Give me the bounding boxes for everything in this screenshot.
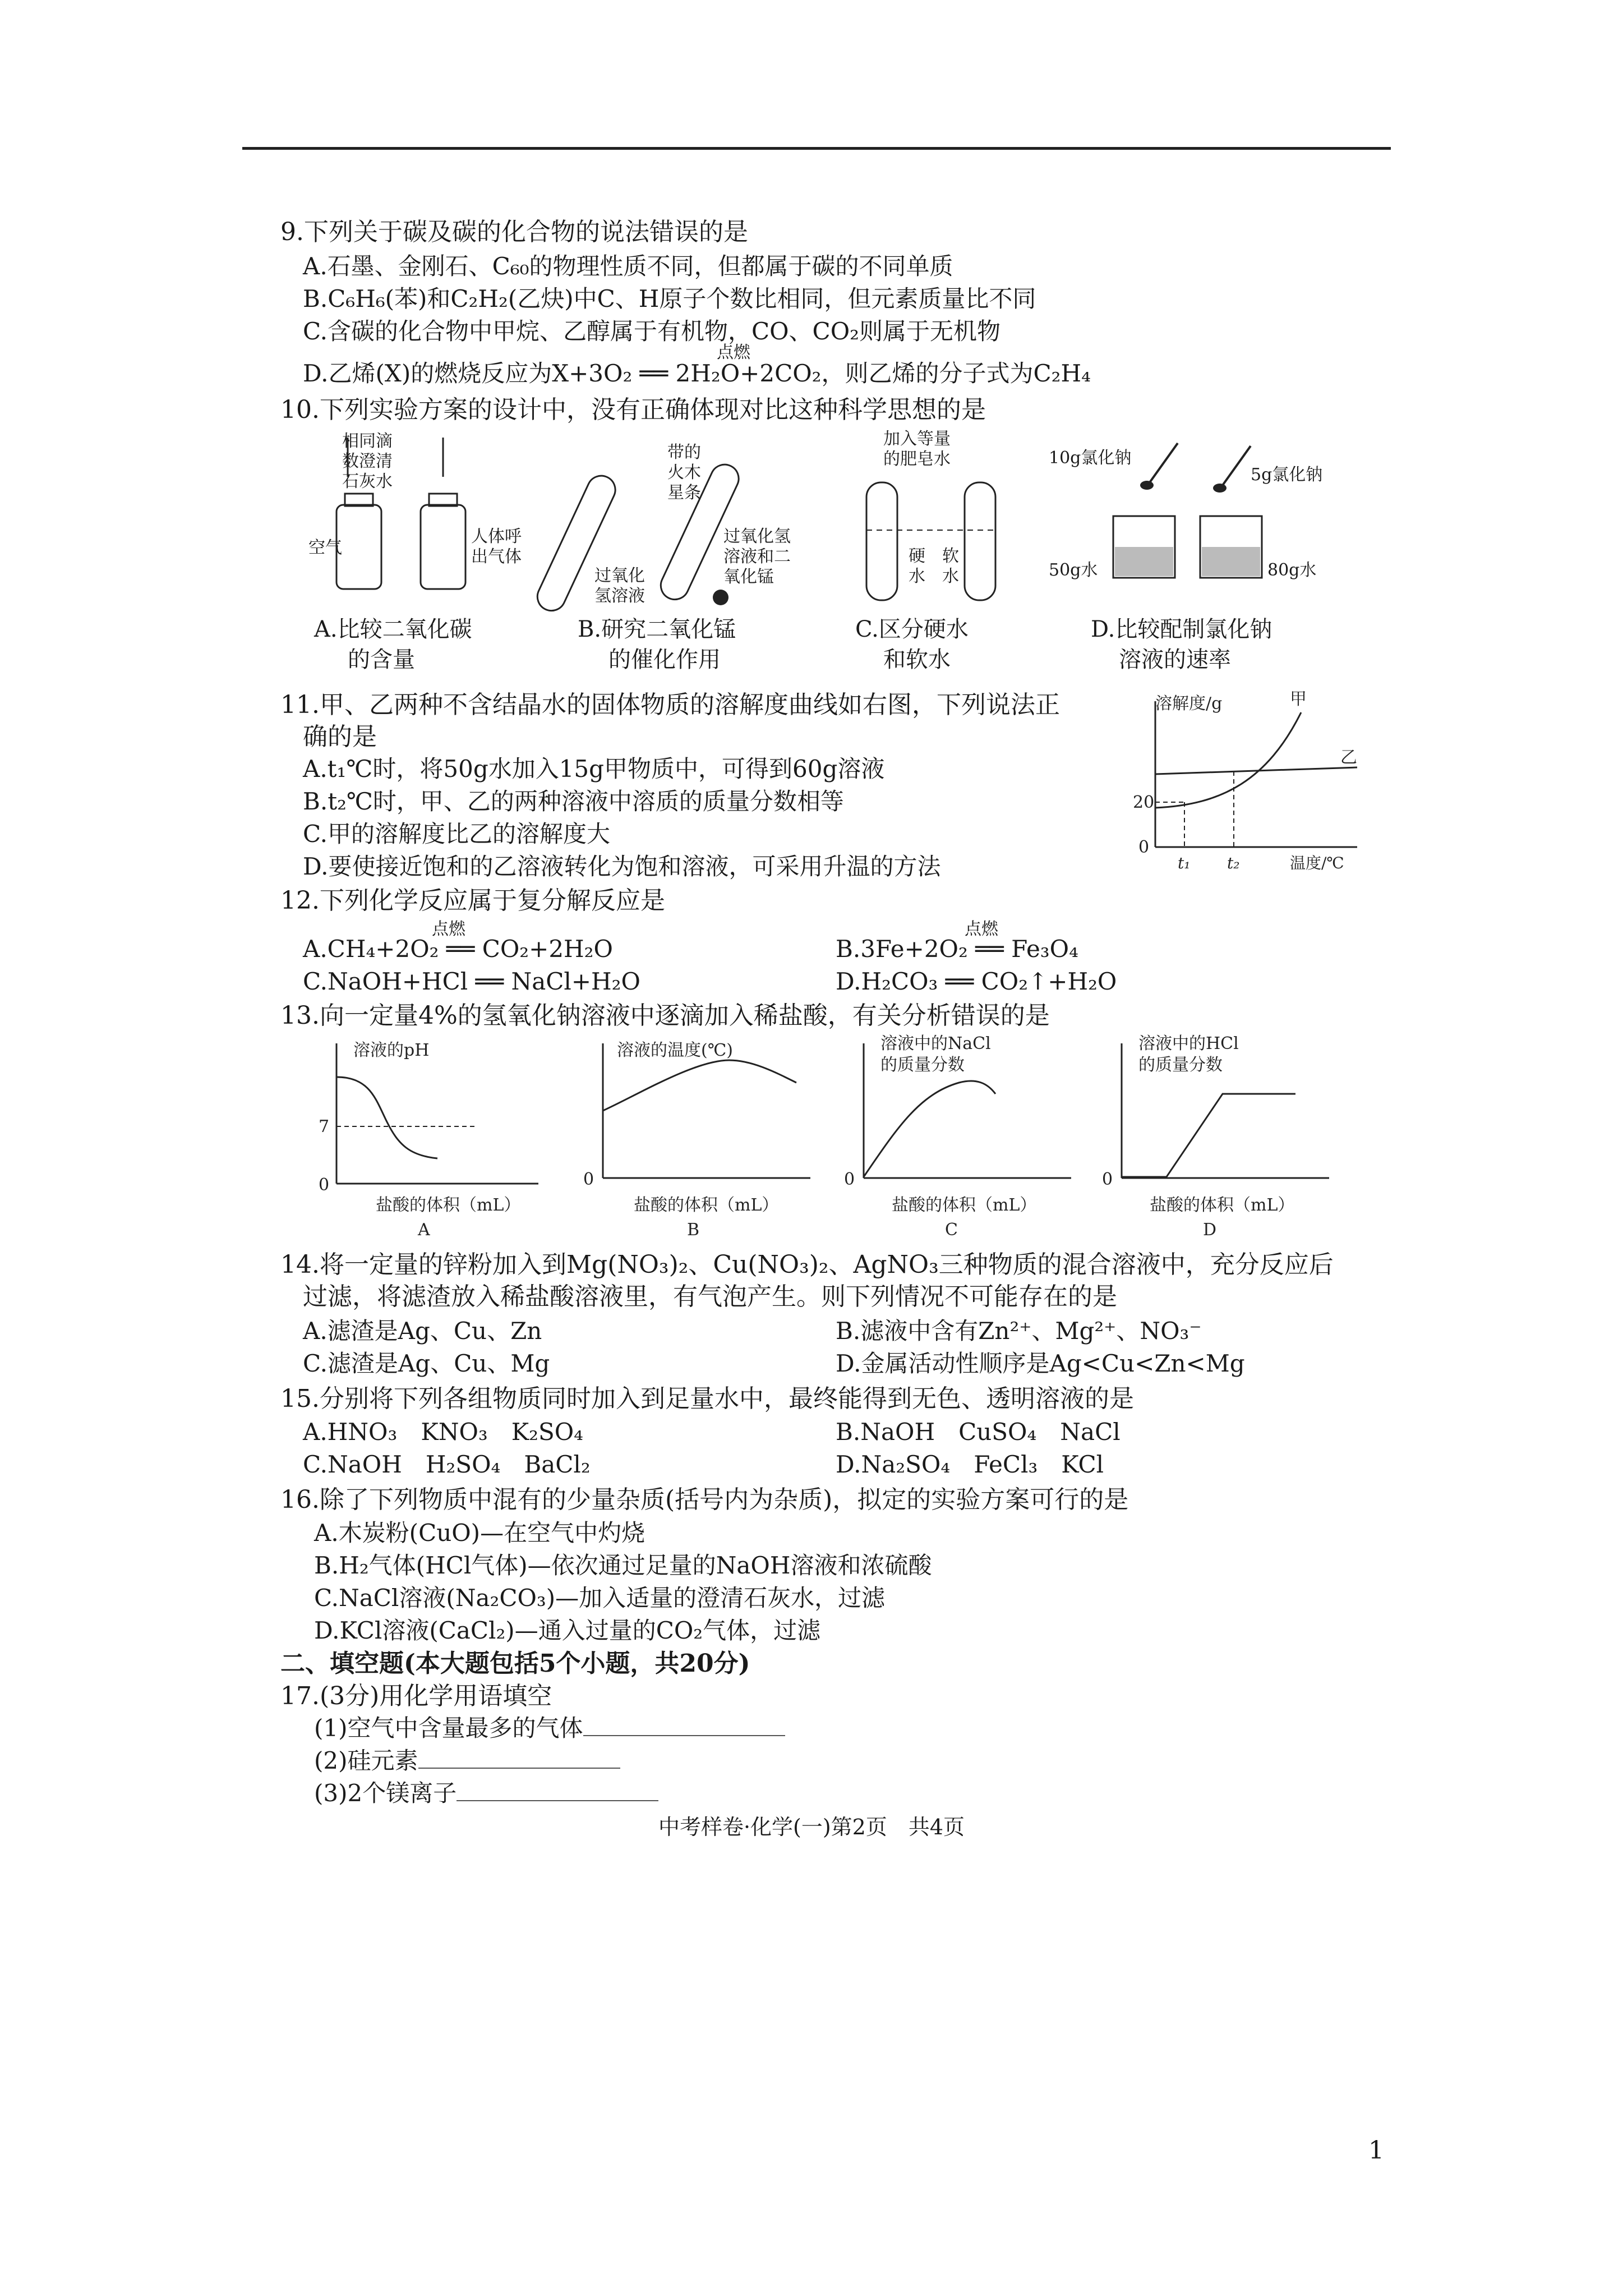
q13-d-ylabel-1: 溶液中的HCl <box>1138 1034 1239 1053</box>
q14-stem-2: 过滤，将滤渣放入稀盐酸溶液里，有气泡产生。则下列情况不可能存在的是 <box>303 1282 1117 1311</box>
q10-d-label-2: 5g氯化钠 <box>1251 465 1323 485</box>
q15-option-b: B.NaOH CuSO₄ NaCl <box>836 1418 1121 1446</box>
q11-origin: 0 <box>1138 838 1150 857</box>
q13-c-origin: 0 <box>844 1170 855 1189</box>
q10-c-label-6: 水 <box>942 567 959 586</box>
q13-d-ylabel-2: 的质量分数 <box>1138 1055 1223 1075</box>
q13-b-letter: B <box>687 1220 700 1240</box>
q10-d-label-3: 50g水 <box>1049 560 1098 580</box>
q11-t2: t₂ <box>1227 854 1240 872</box>
q13-graph-b <box>583 1041 810 1240</box>
q16-option-a: A.木炭粉(CuO)—在空气中灼烧 <box>314 1519 645 1547</box>
q13-a-ylabel: 溶液的pH <box>353 1041 430 1060</box>
q10-a-caption-1: A.比较二氧化碳 <box>314 616 472 642</box>
q9-stem: 9.下列关于碳及碳的化合物的说法错误的是 <box>280 218 748 246</box>
q10-a-label-2: 数澄清 <box>342 452 393 471</box>
q10-a-caption-2: 的含量 <box>348 647 415 673</box>
q10-b-caption-2: 的催化作用 <box>608 647 721 673</box>
q10-c-label-4: 水 <box>909 567 925 586</box>
q10-b-caption-1: B.研究二氧化锰 <box>578 616 736 642</box>
q17-part-1 <box>314 1713 785 1744</box>
q13-d-letter: D <box>1203 1220 1217 1240</box>
q11-ylabel: 溶解度/g <box>1155 694 1223 714</box>
q12-option-c: C.NaOH+HCl ══ NaCl+H₂O <box>303 968 640 995</box>
q11-solubility-graph <box>1122 690 1374 875</box>
q10-a-label-3: 石灰水 <box>342 472 393 491</box>
q12-option-d: D.H₂CO₃ ══ CO₂↑+H₂O <box>836 968 1117 995</box>
q13-stem: 13.向一定量4%的氢氧化钠溶液中逐滴加入稀盐酸，有关分析错误的是 <box>280 1001 1050 1030</box>
q16-option-c: C.NaCl溶液(Na₂CO₃)—加入适量的澄清石灰水，过滤 <box>314 1584 886 1612</box>
q11-curve-jia <box>1155 712 1301 808</box>
q10-a-label-4: 空气 <box>308 538 342 558</box>
q10-d-label-4: 80g水 <box>1267 560 1317 580</box>
q14-option-b: B.滤液中含有Zn²⁺、Mg²⁺、NO₃⁻ <box>836 1317 1202 1345</box>
q12-option-a: A.CH₄+2O₂ ══ CO₂+2H₂O <box>303 935 613 963</box>
q16-stem: 16.除了下列物质中混有的少量杂质(括号内为杂质)，拟定的实验方案可行的是 <box>280 1485 1129 1514</box>
q11-option-a: A.t₁℃时，将50g水加入15g甲物质中，可得到60g溶液 <box>303 755 885 783</box>
q10-stem: 10.下列实验方案的设计中，没有正确体现对比这种科学思想的是 <box>280 395 986 424</box>
q11-xlabel: 温度/℃ <box>1290 854 1344 872</box>
q15-option-c: C.NaOH H₂SO₄ BaCl₂ <box>303 1451 591 1478</box>
q10-c-test-tubes <box>866 482 995 600</box>
q17-part-2-text: (2)硅元素 <box>314 1747 418 1774</box>
q11-t1: t₁ <box>1178 854 1191 872</box>
q10-c-caption-1: C.区分硬水 <box>855 616 969 642</box>
q10-d-caption-2: 溶液的速率 <box>1119 647 1231 673</box>
q10-a-label-6: 出气体 <box>471 547 522 567</box>
q13-graph-d <box>1102 1034 1329 1240</box>
q15-stem: 15.分别将下列各组物质同时加入到足量水中，最终能得到无色、透明溶液的是 <box>280 1384 1134 1413</box>
q10-c-caption-2: 和软水 <box>883 647 951 673</box>
q17-part-3-text: (3)2个镁离子 <box>314 1779 457 1807</box>
q13-c-ylabel-2: 的质量分数 <box>880 1055 965 1075</box>
q10-b-label-5: 氢溶液 <box>594 586 645 606</box>
page-footer: 中考样卷·化学(一)第2页 共4页 <box>658 1815 965 1839</box>
q10-c-label-2: 的肥皂水 <box>883 449 951 469</box>
q15-option-a: A.HNO₃ KNO₃ K₂SO₄ <box>303 1418 583 1446</box>
q9-option-b: B.C₆H₆(苯)和C₂H₂(乙炔)中C、H原子个数比相同，但元素质量比不同 <box>303 285 1036 312</box>
q10-b-label-1: 带的 <box>667 443 701 462</box>
q13-graphs <box>303 1032 1402 1245</box>
q16-option-d: D.KCl溶液(CaCl₂)—通入过量的CO₂气体，过滤 <box>314 1617 821 1644</box>
q9-d-condition: 点燃 <box>717 343 750 362</box>
q14-option-d: D.金属活动性顺序是Ag<Cu<Zn<Mg <box>836 1350 1245 1377</box>
q17-part-3 <box>314 1778 658 1809</box>
q16-option-b: B.H₂气体(HCl气体)—依次通过足量的NaOH溶液和浓硫酸 <box>314 1552 932 1579</box>
section-2-heading: 二、填空题(本大题包括5个小题，共20分) <box>280 1649 750 1678</box>
q17-blank-3[interactable] <box>457 1778 658 1801</box>
q17-part-1-text: (1)空气中含量最多的气体 <box>314 1714 583 1742</box>
q13-a-y7: 7 <box>319 1117 330 1137</box>
q17-blank-2[interactable] <box>418 1745 620 1769</box>
q13-b-xlabel: 盐酸的体积（mL） <box>634 1195 779 1215</box>
q10-b-label-2: 火木 <box>667 463 701 482</box>
q10-a-label-1: 相同滴 <box>342 431 393 451</box>
q10-d-beakers <box>1113 443 1262 578</box>
q13-a-origin: 0 <box>319 1175 330 1195</box>
q13-b-ylabel: 溶液的温度(℃) <box>617 1041 733 1060</box>
q13-c-xlabel: 盐酸的体积（mL） <box>892 1195 1037 1215</box>
q13-a-xlabel: 盐酸的体积（mL） <box>376 1195 521 1215</box>
top-rule <box>242 147 1391 150</box>
q9-option-a: A.石墨、金刚石、C₆₀的物理性质不同，但都属于碳的不同单质 <box>303 252 953 280</box>
q13-graph-a <box>319 1041 538 1240</box>
page-number: 1 <box>1368 2136 1384 2165</box>
q10-c-label-1: 加入等量 <box>883 429 951 449</box>
q14-option-a: A.滤渣是Ag、Cu、Zn <box>303 1317 542 1345</box>
q17-part-2 <box>314 1745 620 1777</box>
q10-c-label-3: 硬 <box>909 546 925 566</box>
q14-option-c: C.滤渣是Ag、Cu、Mg <box>303 1350 550 1377</box>
q13-b-origin: 0 <box>583 1170 594 1189</box>
q13-graph-c <box>844 1034 1071 1240</box>
q9-option-c: C.含碳的化合物中甲烷、乙醇属于有机物，CO、CO₂则属于无机物 <box>303 318 1000 345</box>
q10-c-label-5: 软 <box>942 546 959 566</box>
q10-d-label-1: 10g氯化钠 <box>1049 448 1132 468</box>
q11-yi-label: 乙 <box>1340 748 1357 767</box>
q12-stem: 12.下列化学反应属于复分解反应是 <box>280 886 665 915</box>
q10-b-label-7: 溶液和二 <box>723 547 791 567</box>
q10-b-label-8: 氧化锰 <box>723 567 774 587</box>
q11-stem-2: 确的是 <box>303 723 377 751</box>
q12-b-condition: 点燃 <box>965 919 998 939</box>
q10-b-label-4: 过氧化 <box>594 566 645 586</box>
q17-blank-1[interactable] <box>583 1713 785 1736</box>
q10-a-label-5: 人体呼 <box>471 527 522 546</box>
q13-a-letter: A <box>418 1220 430 1240</box>
q10-d-caption-1: D.比较配制氯化钠 <box>1091 616 1272 642</box>
q10-b-label-3: 星条 <box>667 483 701 503</box>
q11-option-b: B.t₂℃时，甲、乙的两种溶液中溶质的质量分数相等 <box>303 788 844 815</box>
q13-d-origin: 0 <box>1102 1170 1113 1189</box>
q10-b-label-6: 过氧化氢 <box>723 527 791 546</box>
q15-option-d: D.Na₂SO₄ FeCl₃ KCl <box>836 1451 1104 1478</box>
q13-c-ylabel-1: 溶液中的NaCl <box>880 1034 991 1053</box>
q11-option-c: C.甲的溶解度比乙的溶解度大 <box>303 820 610 848</box>
q12-option-b: B.3Fe+2O₂ ══ Fe₃O₄ <box>836 935 1078 963</box>
q13-c-letter: C <box>945 1220 958 1240</box>
q11-y20: 20 <box>1133 793 1155 812</box>
q9-option-d: D.乙烯(X)的燃烧反应为X+3O₂ ══ 2H₂O+2CO₂，则乙烯的分子式为C₂H₄ <box>303 360 1091 387</box>
q11-option-d: D.要使接近饱和的乙溶液转化为饱和溶液，可采用升温的方法 <box>303 853 941 880</box>
q12-a-condition: 点燃 <box>432 919 465 939</box>
q13-d-xlabel: 盐酸的体积（mL） <box>1150 1195 1295 1215</box>
q11-jia-label: 甲 <box>1290 690 1307 709</box>
q11-stem-1: 11.甲、乙两种不含结晶水的固体物质的溶解度曲线如右图，下列说法正 <box>280 691 1060 719</box>
q17-stem: 17.(3分)用化学用语填空 <box>280 1682 552 1710</box>
q14-stem-1: 14.将一定量的锌粉加入到Mg(NO₃)₂、Cu(NO₃)₂、AgNO₃三种物质的混合溶液中，充分反应后 <box>280 1250 1334 1279</box>
